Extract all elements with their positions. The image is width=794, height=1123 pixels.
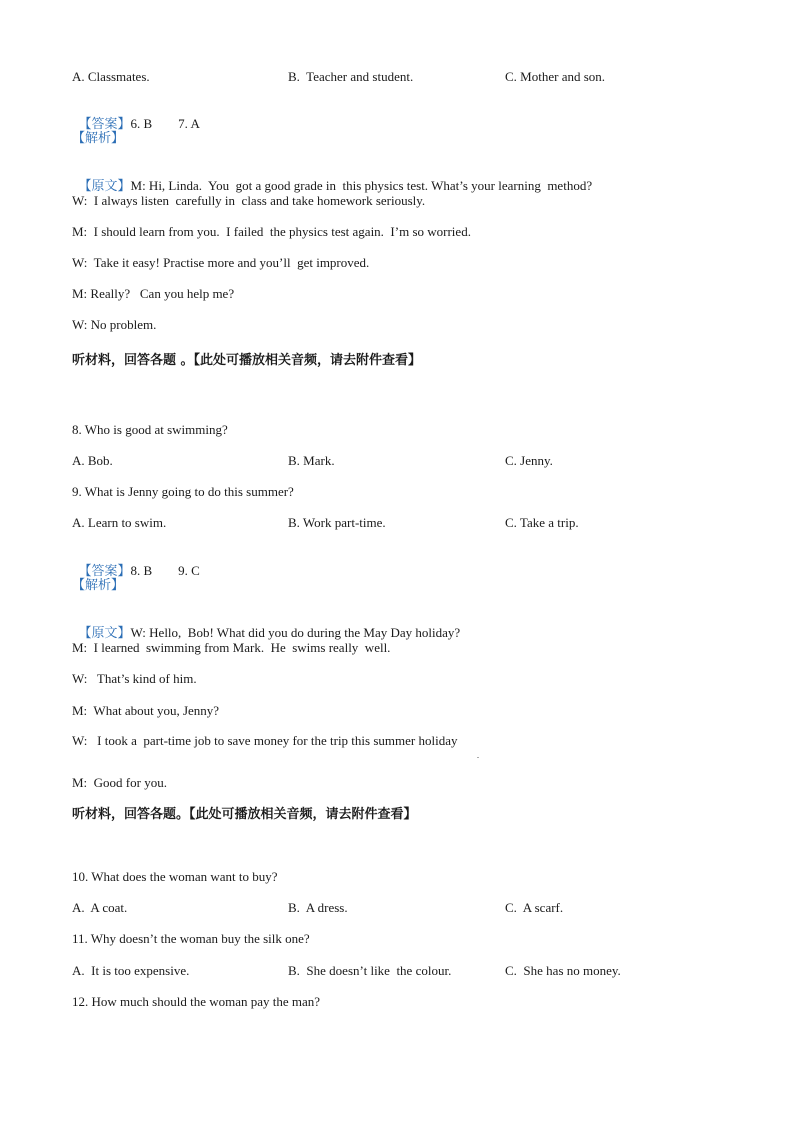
transcript-line: M: I learned swimming from Mark. He swims really well. [72,640,391,655]
transcript-line [72,609,460,642]
answer-text: 6. B 7. A [130,116,200,131]
transcript-line: W: That’s kind of him. [72,671,197,686]
transcript-text: M: Hi, Linda. You got a good grade in this physics test. What’s your learning method? [130,178,593,193]
option-a: A. Classmates. [72,69,150,84]
transcript-line: M: Good for you. [72,775,167,790]
question-12: 12. How much should the woman pay the man? [72,994,321,1009]
transcript-line: W: I always listen carefully in class and take homework seriously. [72,193,426,208]
option-a: A. It is too expensive. [72,963,190,978]
transcript-line: M: What about you, Jenny? [72,703,220,718]
answer-tag: 【答案】 [78,117,131,132]
transcript-tag: 【原文】 [78,179,131,194]
answer-line [72,100,200,133]
transcript-text: W: Hello, Bob! What did you do during the May Day holiday? [130,625,461,640]
option-a: A. Learn to swim. [72,515,167,530]
option-b: B. Work part-time. [288,515,386,530]
listen-note: 听材料，回答各题。【此处可播放相关音频，请去附件查看】 [72,807,417,822]
stray-dot: . [477,751,479,760]
transcript-line: W: No problem. [72,317,157,332]
question-8: 8. Who is good at swimming? [72,422,228,437]
question-11: 11. Why doesn’t the woman buy the silk one? [72,931,310,946]
option-c: C. Jenny. [505,453,553,468]
answer-text: 8. B 9. C [130,563,200,578]
option-c: C. She has no money. [505,963,621,978]
option-c: C. Mother and son. [505,69,606,84]
transcript-line: M: I should learn from you. I failed the physics test again. I’m so worried. [72,224,471,239]
option-b: B. She doesn’t like the colour. [288,963,452,978]
transcript-tag: 【原文】 [78,626,131,641]
question-9: 9. What is Jenny going to do this summer? [72,484,294,499]
question-10: 10. What does the woman want to buy? [72,869,278,884]
transcript-line: W: I took a part-time job to save money for the trip this summer holiday [72,733,458,748]
answer-line [72,547,200,580]
option-c: C. Take a trip. [505,515,579,530]
option-a: A. A coat. [72,900,128,915]
listen-note: 听材料，回答各题 。【此处可播放相关音频，请去附件查看】 [72,353,422,368]
option-b: B. A dress. [288,900,348,915]
transcript-line: M: Really? Can you help me? [72,286,235,301]
transcript-line: W: Take it easy! Practise more and you’ll get improved. [72,255,370,270]
option-a: A. Bob. [72,453,113,468]
analysis-tag: 【解析】 [72,578,125,593]
option-b: B. Mark. [288,453,335,468]
analysis-tag: 【解析】 [72,131,125,146]
option-c: C. A scarf. [505,900,564,915]
option-b: B. Teacher and student. [288,69,414,84]
transcript-line [72,162,592,195]
answer-tag: 【答案】 [78,564,131,579]
